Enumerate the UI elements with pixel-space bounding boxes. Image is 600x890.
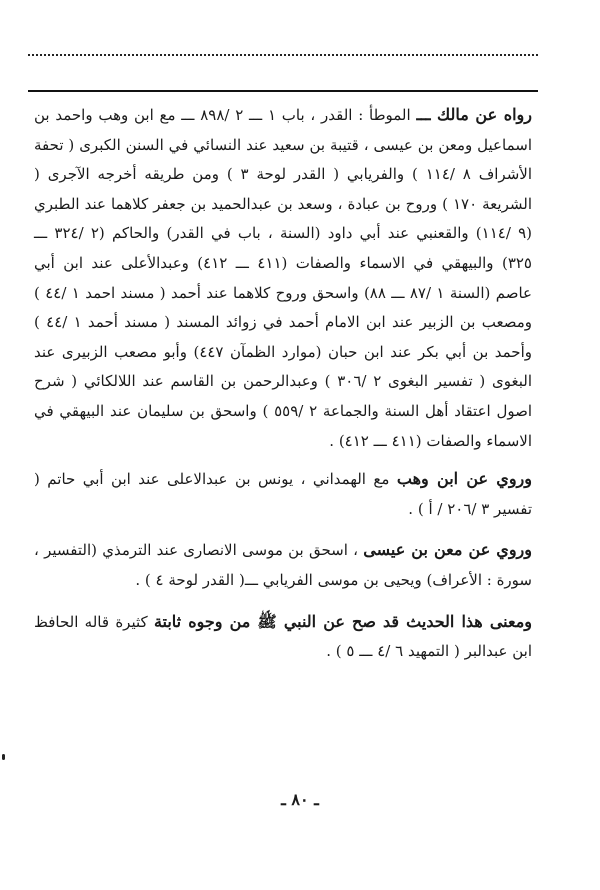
paragraph-meaning — [34, 607, 532, 667]
paragraph-ibn-wahb — [34, 464, 532, 524]
page-number: ـ ٨٠ ـ — [281, 790, 319, 809]
paragraph-text: ، اسحق بن موسى الانصارى عند الترمذي (التفسير ، سورة : الأعراف) ويحيى بن موسى الفريابي ـــ( القدر لوحة ٤ ) . — [34, 541, 532, 589]
paragraph-text: الموطأ : القدر ، باب ١ ـــ ٢ /٨٩٨ ـــ مع ابن وهب واحمد بن اسماعيل ومعن بن عيسى ، قتيبة بن سعيد عند النسائي في السنن الكبرى ( تحفة الأشراف ٨ /١١٤ ) والفريابي ( القدر لوحة ٣ ) ومن طريقه أخرجه الآجرى ( الشريعة ١٧٠ ) وروح بن عبادة ، وسعد بن عبدالحميد بن جعفر كلاهما عند الطبري (٩ /١١٤) والقعنبي عند أبي داود (السنة ، باب في القدر) والحاكم (٢ /٣٢٤ ـــ ٣٢٥) والبيهقي في الاسماء والصفات (٤١١ ـــ ٤١٢) وعبدالأعلى عند ابن أبي عاصم (السنة ١ /٨٧ ـــ ٨٨) واسحق وروح كلاهما عند أحمد ( مسند احمد ١ /٤٤ ) ومصعب بن الزبير عند ابن الامام أحمد في زوائد المسند ( مسند أحمد ١ /٤٤ ) وأحمد بن أبي بكر عند ابن حبان (موارد الظمآن ٤٤٧) وأبو مصعب الزبيرى عند البغوى ( تفسير البغوى ٢ /٣٠٦ ) وعبدالرحمن بن القاسم عند اللالكائي ( شرح اصول اعتقاد أهل السنة والجماعة ٢ /٥٥٩ ) واسحق بن سليمان عند البيهقي في الاسماء والصفات (٤١١ ـــ ٤١٢) . — [34, 106, 533, 450]
paragraph-lead: ومعنى هذا الحديث قد صح عن النبي ﷺ من وجوه ثابتة — [153, 611, 532, 631]
paragraph-text: مع الهمداني ، يونس بن عبدالاعلى عند ابن أبي حاتم ( تفسير ٣ /٢٠٦ / أ ) . — [34, 470, 532, 518]
page-body — [34, 100, 532, 667]
header-dotted-rule — [28, 54, 538, 56]
paragraph-text: كثيرة قاله الحافظ ابن عبدالبر ( التمهيد ٦ /٤ ـــ ٥ ) . — [34, 612, 532, 661]
paragraph-lead: وروي عن ابن وهب — [396, 469, 533, 489]
header-solid-rule — [28, 90, 538, 92]
paragraph-maan — [34, 535, 532, 595]
paragraph-malik — [34, 100, 532, 456]
scan-speck — [2, 754, 5, 760]
paragraph-lead: وروي عن معن بن عيسى — [363, 540, 533, 560]
paragraph-lead: رواه عن مالك ـــ — [416, 105, 532, 124]
